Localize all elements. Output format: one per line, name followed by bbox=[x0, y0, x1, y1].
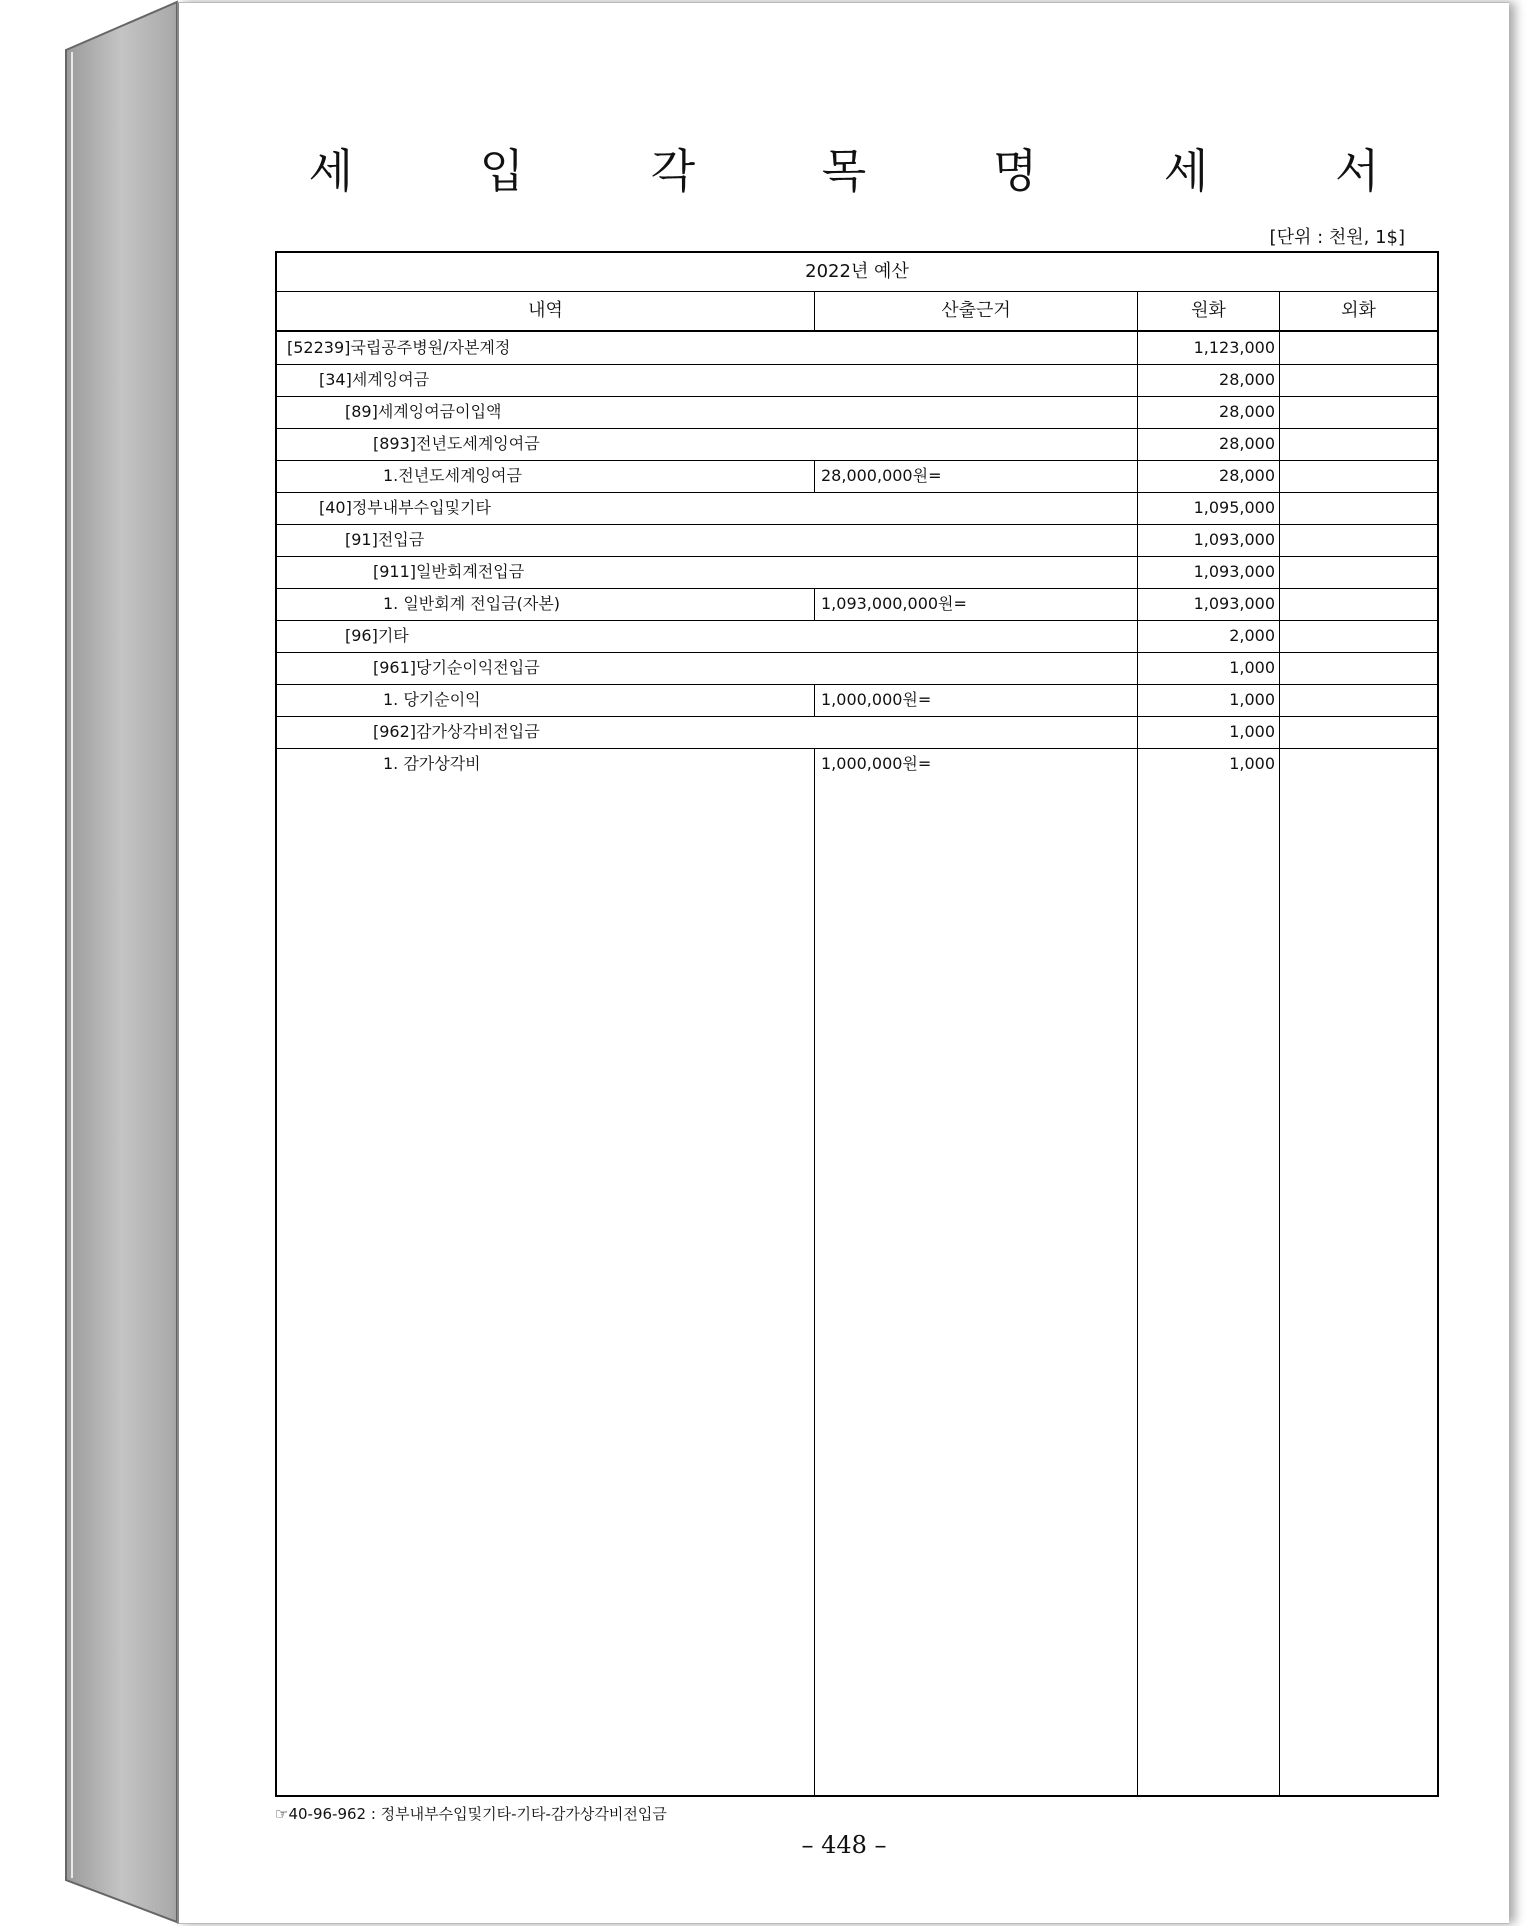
table-row bbox=[277, 684, 1437, 717]
row-won-amount: 1,000 bbox=[1229, 690, 1275, 709]
row-foreign-amount bbox=[1281, 556, 1431, 588]
row-foreign-amount bbox=[1281, 588, 1431, 620]
row-won-amount: 2,000 bbox=[1229, 626, 1275, 645]
row-foreign-amount bbox=[1281, 460, 1431, 492]
row-label: [96]기타 bbox=[345, 626, 409, 645]
table-row bbox=[277, 364, 1437, 397]
row-won-amount: 1,093,000 bbox=[1193, 594, 1275, 613]
table-row bbox=[277, 428, 1437, 461]
budget-table bbox=[275, 251, 1439, 1797]
row-basis: 28,000,000원= bbox=[821, 466, 942, 485]
column-divider bbox=[814, 291, 815, 331]
page-number: – 448 – bbox=[801, 1831, 887, 1859]
table-row bbox=[277, 332, 1437, 365]
table-row bbox=[277, 716, 1437, 749]
row-won-amount: 1,000 bbox=[1229, 658, 1275, 677]
row-label: [893]전년도세계잉여금 bbox=[373, 434, 540, 453]
row-foreign-amount bbox=[1281, 684, 1431, 716]
row-won-amount: 1,123,000 bbox=[1193, 338, 1275, 357]
row-label: [961]당기순이익전입금 bbox=[373, 658, 540, 677]
row-label: 1. 일반회계 전입금(자본) bbox=[383, 594, 561, 613]
row-foreign-amount bbox=[1281, 396, 1431, 428]
column-header-details: 내역 bbox=[528, 300, 563, 321]
table-row bbox=[277, 492, 1437, 525]
unit-label: [단위 : 천원, 1$] bbox=[1269, 227, 1405, 248]
cell-divider bbox=[814, 588, 815, 620]
row-label: [52239]국립공주병원/자본계정 bbox=[287, 338, 511, 357]
row-won-amount: 28,000 bbox=[1219, 434, 1275, 453]
row-won-amount: 28,000 bbox=[1219, 370, 1275, 389]
row-label: 1. 당기순이익 bbox=[383, 690, 481, 709]
row-basis: 1,093,000,000원= bbox=[821, 594, 967, 613]
row-label: [962]감가상각비전입금 bbox=[373, 722, 540, 741]
document-page bbox=[177, 2, 1509, 1924]
row-label: [911]일반회계전입금 bbox=[373, 562, 525, 581]
row-foreign-amount bbox=[1281, 716, 1431, 748]
group-header: 2022년 예산 bbox=[277, 253, 1437, 292]
cell-divider bbox=[814, 684, 815, 716]
row-foreign-amount bbox=[1281, 364, 1431, 396]
table-row bbox=[277, 524, 1437, 557]
column-divider bbox=[814, 748, 815, 1795]
table-row bbox=[277, 748, 1437, 780]
column-header-won: 원화 bbox=[1191, 300, 1226, 321]
row-foreign-amount bbox=[1281, 652, 1431, 684]
row-won-amount: 1,095,000 bbox=[1193, 498, 1275, 517]
row-foreign-amount bbox=[1281, 524, 1431, 556]
row-label: [89]세계잉여금이입액 bbox=[345, 402, 502, 421]
table-row bbox=[277, 652, 1437, 685]
row-basis: 1,000,000원= bbox=[821, 690, 932, 709]
row-won-amount: 1,093,000 bbox=[1193, 562, 1275, 581]
row-label: [40]정부내부수입및기타 bbox=[319, 498, 491, 517]
row-won-amount: 28,000 bbox=[1219, 402, 1275, 421]
row-label: [91]전입금 bbox=[345, 530, 425, 549]
row-label: 1. 감가상각비 bbox=[383, 754, 481, 773]
row-won-amount: 28,000 bbox=[1219, 466, 1275, 485]
cell-divider bbox=[814, 460, 815, 492]
page-title: 세 입 각 목 명 세 서 bbox=[308, 144, 1436, 198]
row-label: [34]세계잉여금 bbox=[319, 370, 430, 389]
table-row bbox=[277, 396, 1437, 429]
row-foreign-amount bbox=[1281, 428, 1431, 460]
column-header-basis: 산출근거 bbox=[941, 300, 1011, 321]
row-won-amount: 1,093,000 bbox=[1193, 530, 1275, 549]
row-foreign-amount bbox=[1281, 332, 1431, 364]
row-foreign-amount bbox=[1281, 620, 1431, 652]
table-row bbox=[277, 620, 1437, 653]
column-header-foreign: 외화 bbox=[1341, 300, 1376, 321]
row-won-amount: 1,000 bbox=[1229, 722, 1275, 741]
row-label: 1.전년도세계잉여금 bbox=[383, 466, 522, 485]
footnote: ☞40-96-962 : 정부내부수입및기타-기타-감가상각비전입금 bbox=[275, 1805, 667, 1823]
table-row bbox=[277, 460, 1437, 493]
row-won-amount: 1,000 bbox=[1229, 754, 1275, 773]
table-row bbox=[277, 588, 1437, 621]
row-basis: 1,000,000원= bbox=[821, 754, 932, 773]
row-foreign-amount bbox=[1281, 492, 1431, 524]
table-row bbox=[277, 556, 1437, 589]
row-foreign-amount bbox=[1281, 748, 1431, 780]
